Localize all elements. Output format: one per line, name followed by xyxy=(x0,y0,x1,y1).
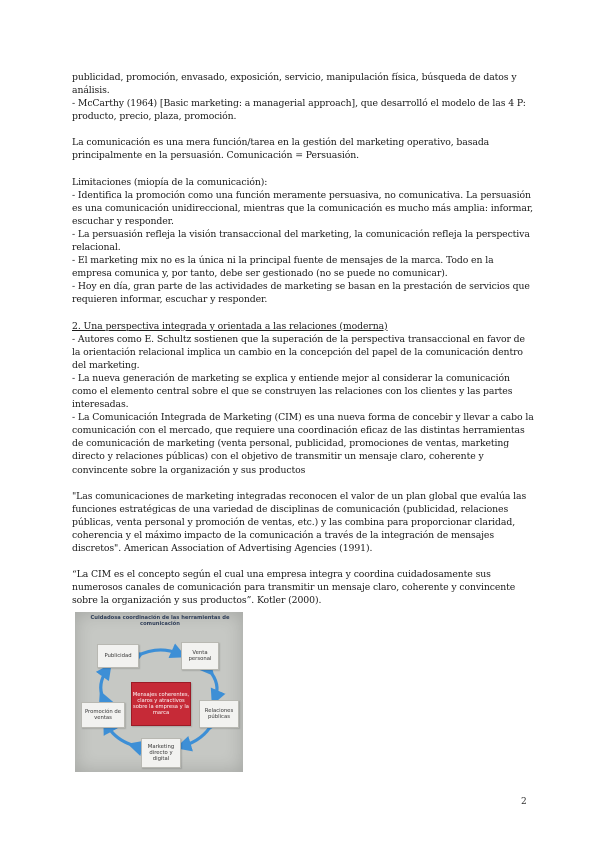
quote-aaaa: "Las comunicaciones de marketing integradas reconocen el valor de un plan global que evalúa las funciones estratégicas de una variedad de disciplinas de comunicación (publicidad, relaciones públicas, venta personal y promoción de ventas, etc.) y las combina para proporcionar claridad, coherencia y el máximo impacto de la comunicación a través de la integración de mensajes discretos". American Association of Advertising Agencies (1991). xyxy=(72,490,527,554)
box-promocion-ventas: Promoción de ventas xyxy=(81,702,125,728)
paragraph-limitation-3: - El marketing mix no es la única ni la principal fuente de mensajes de la marca. Todo en la empresa comunica y, por tanto, debe ser gestionado (no se puede no comunicar). xyxy=(72,255,494,280)
paragraph-limitation-1: - Identifica la promoción como una función meramente persuasiva, no comunicativa. La persuasión es una comunicación unidireccional, mientras que la comunicación es mucho más amplia: informar, escuchar y responder. xyxy=(72,189,534,227)
body-text xyxy=(72,71,534,607)
box-publicidad: Publicidad xyxy=(97,644,139,668)
box-relaciones-publicas: Relaciones públicas xyxy=(199,700,239,728)
arrow-top xyxy=(137,650,179,656)
box-marketing-directo: Marketing directo y digital xyxy=(141,738,181,768)
paragraph-limitation-4: - Hoy en día, gran parte de las actividades de marketing se basan en la prestación de servicios que requieren informar, escuchar y responder. xyxy=(72,281,530,306)
paragraph-communication-persuasion: La comunicación es una mera función/tarea en la gestión del marketing operativo, basada principalmente en la persuasión. Comunicación = Persuasión. xyxy=(72,137,490,162)
paragraph-new-generation: - La nueva generación de marketing se explica y entiende mejor al considerar la comunicación como el elemento central sobre el que se construyen las relaciones con los clientes y las partes interesadas. xyxy=(72,372,513,411)
arrow-left-bottom xyxy=(107,725,135,746)
arrow-left-top xyxy=(101,670,107,698)
paragraph-services-list: publicidad, promoción, envasado, exposición, servicio, manipulación física, búsqueda de datos y análisis. xyxy=(72,72,517,97)
paragraph-limitations-heading: Limitaciones (miopía de la comunicación): xyxy=(72,176,268,188)
quote-kotler: “La CIM es el concepto según el cual una empresa integra y coordina cuidadosamente sus numerosos canales de comunicación para transmitir un mensaje claro, coherente y convincente sobre la organización y sus productos”. Kotler (2000). xyxy=(72,569,516,607)
figure-title: Cuidadosa coordinación de las herramientas de comunicación xyxy=(90,615,230,627)
box-venta-personal: Venta personal xyxy=(181,642,219,670)
paragraph-schultz: - Autores como E. Schultz sostienen que la superación de la perspectiva transaccional en favor de la orientación relacional implica un cambio en la concepción del papel de la comunicación dentro del marketing. xyxy=(72,333,525,371)
cim-diagram-figure xyxy=(75,612,243,772)
arrow-right-top xyxy=(209,670,217,698)
paragraph-limitation-2: - La persuasión refleja la visión transaccional del marketing, la comunicación refleja la perspectiva relacional. xyxy=(72,228,530,254)
paragraph-mccarthy: - McCarthy (1964) [Basic marketing: a managerial approach], que desarrolló el modelo de las 4 P: producto, precio, plaza, promoción. xyxy=(72,98,526,123)
page-number: 2 xyxy=(521,797,527,807)
section-heading-integrated: 2. Una perspectiva integrada y orientada a las relaciones (moderna) xyxy=(72,320,388,332)
paragraph-cim-definition: - La Comunicación Integrada de Marketing (CIM) es una nueva forma de concebir y llevar a cabo la comunicación con el mercado, que requiere una coordinación eficaz de las distintas herramientas de comunicación de marketing (venta personal, publicidad, promociones de ventas, marketing directo y relaciones públicas) con el objetivo de transmitir un mensaje claro, coherente y convincente sobre la organización y sus productos xyxy=(72,412,534,476)
box-center-message: Mensajes coherentes, claros y atractivos sobre la empresa y la marca xyxy=(131,682,191,726)
